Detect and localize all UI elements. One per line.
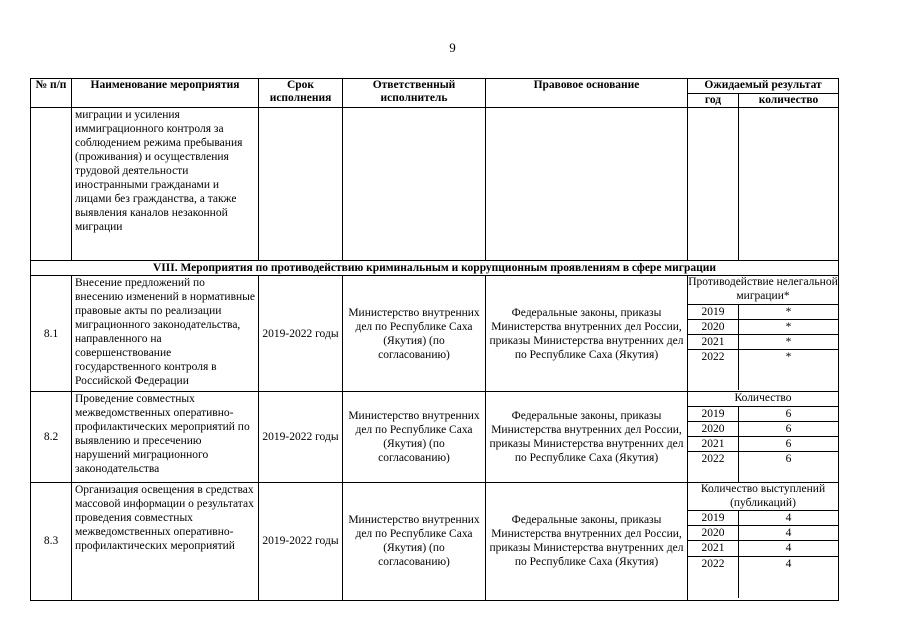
header-responsible: Ответственный исполнитель	[343, 79, 486, 108]
result-year: 2019	[688, 407, 739, 422]
row-result	[688, 392, 839, 483]
result-title: Противодействие нелегальной миграции*	[688, 276, 838, 305]
header-name: Наименование мероприятия	[72, 79, 259, 108]
result-year: 2019	[688, 511, 739, 526]
continuation-row	[31, 108, 839, 261]
row-name: Организация освещения в средствах массовой информации о результатах проведения совместных межведомственных оперативно-профилактических мероприятий	[72, 482, 259, 600]
header-year: год	[688, 94, 739, 107]
row-name: Внесение предложений по внесению изменений в нормативные правовые акты по реализации миграционного законодательства, направленного на совершенствование государственного контроля в Российской Федерации	[72, 276, 259, 392]
result-value: 6	[785, 453, 792, 466]
table-row	[31, 392, 839, 483]
result-value: 4	[739, 541, 839, 556]
result-value: 6	[739, 437, 839, 452]
row-responsible: Министерство внутренних дел по Республике Саха (Якутия) (по согласованию)	[343, 482, 486, 600]
measures-table	[30, 78, 839, 601]
result-year: 2022	[688, 556, 739, 598]
section-row	[31, 261, 839, 276]
row-num: 8.1	[31, 276, 72, 392]
table-row	[31, 482, 839, 600]
row-result	[688, 482, 839, 600]
result-year: 2021	[688, 437, 739, 452]
result-value: 6	[739, 422, 839, 437]
row-term: 2019-2022 годы	[259, 276, 343, 392]
row-term: 2019-2022 годы	[259, 392, 343, 483]
result-year: 2022	[688, 350, 739, 390]
row-num: 8.2	[31, 392, 72, 483]
header-row	[31, 79, 839, 108]
result-year: 2021	[688, 335, 739, 350]
result-value: 4	[739, 511, 839, 526]
result-value: *	[739, 305, 839, 320]
header-term: Срок исполнения	[259, 79, 343, 108]
row-name: Проведение совместных межведомственных оперативно-профилактических мероприятий по выявлению и пресечению нарушений миграционного законодательства	[72, 392, 259, 483]
header-result-title: Ожидаемый результат	[688, 79, 838, 94]
table-row	[31, 276, 839, 392]
row-basis: Федеральные законы, приказы Министерства внутренних дел России, приказы Министерства внутренних дел по Республике Саха (Якутия)	[486, 392, 688, 483]
row-responsible: Министерство внутренних дел по Республике Саха (Якутия) (по согласованию)	[343, 276, 486, 392]
result-title: Количество выступлений (публикаций)	[688, 483, 838, 512]
header-basis: Правовое основание	[486, 79, 688, 108]
result-value: 4	[785, 557, 792, 570]
result-year: 2020	[688, 320, 739, 335]
continuation-name: миграции и усиления иммиграционного контроля за соблюдением режима пребывания (проживания) и осуществления трудовой деятельности иностранными гражданами и лицами без гражданства, а также выявления каналов незаконной миграции	[72, 108, 259, 261]
result-title: Количество	[688, 392, 838, 407]
header-qty: количество	[758, 93, 819, 106]
result-year: 2020	[688, 526, 739, 541]
result-value: *	[739, 335, 839, 350]
row-responsible: Министерство внутренних дел по Республике Саха (Якутия) (по согласованию)	[343, 392, 486, 483]
result-year: 2022	[688, 452, 739, 482]
result-value: *	[739, 320, 839, 335]
row-basis: Федеральные законы, приказы Министерства внутренних дел России, приказы Министерства внутренних дел по Республике Саха (Якутия)	[486, 276, 688, 392]
row-result	[688, 276, 839, 392]
row-num: 8.3	[31, 482, 72, 600]
result-value: 6	[739, 407, 839, 422]
result-year: 2020	[688, 422, 739, 437]
result-value: *	[785, 351, 792, 364]
row-term: 2019-2022 годы	[259, 482, 343, 600]
result-value: 4	[739, 526, 839, 541]
result-year: 2019	[688, 305, 739, 320]
row-basis: Федеральные законы, приказы Министерства внутренних дел России, приказы Министерства внутренних дел по Республике Саха (Якутия)	[486, 482, 688, 600]
section-title: VIII. Мероприятия по противодействию криминальным и коррупционным проявлениям в сфере миграции	[31, 261, 839, 276]
result-year: 2021	[688, 541, 739, 556]
header-result	[688, 79, 839, 108]
header-num: № п/п	[31, 79, 72, 108]
page-number: 9	[449, 40, 456, 55]
